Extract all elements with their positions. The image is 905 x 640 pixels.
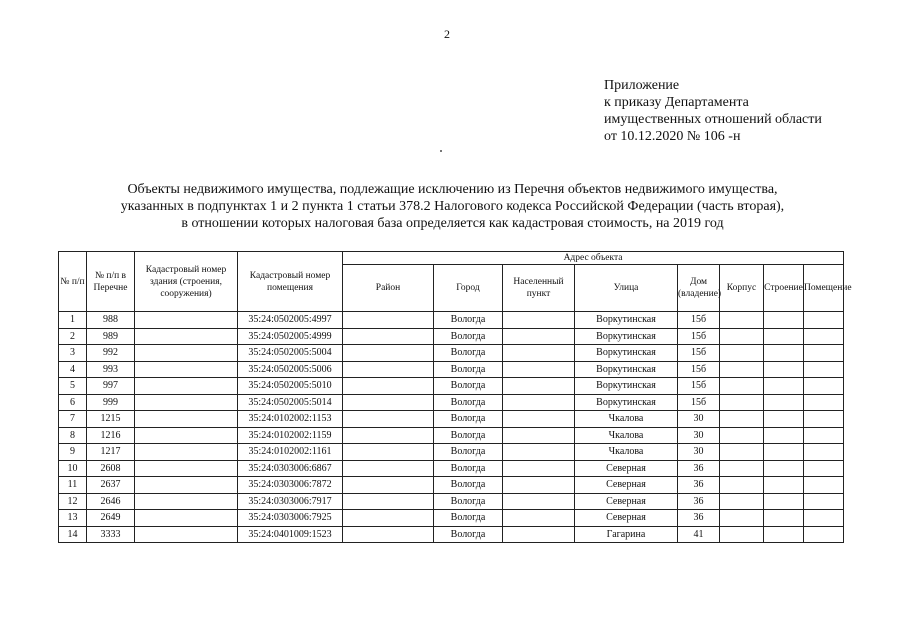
header-house: Дом (владение)	[678, 265, 720, 312]
table-cell-house: 15б	[678, 394, 720, 411]
table-cell-building	[135, 493, 238, 510]
table-cell-house: 15б	[678, 328, 720, 345]
table-cell-street: Северная	[575, 477, 678, 494]
table-cell-city: Вологда	[434, 460, 503, 477]
table-cell-n: 11	[59, 477, 87, 494]
table-cell-n: 1	[59, 312, 87, 329]
table-cell-room: 35:24:0502005:5010	[238, 378, 343, 395]
table-cell-structure	[764, 526, 804, 543]
table-cell-structure	[764, 510, 804, 527]
table-cell-building	[135, 378, 238, 395]
table-cell-premise	[804, 477, 844, 494]
table-cell-n: 2	[59, 328, 87, 345]
table-cell-list: 3333	[87, 526, 135, 543]
table-cell-street: Воркутинская	[575, 345, 678, 362]
table-cell-city: Вологда	[434, 328, 503, 345]
table-cell-block	[720, 345, 764, 362]
table-cell-room: 35:24:0502005:5004	[238, 345, 343, 362]
table-cell-structure	[764, 411, 804, 428]
table-cell-premise	[804, 361, 844, 378]
table-cell-district	[343, 477, 434, 494]
header-building-cadastral: Кадастровый номер здания (строения, сооружения)	[135, 252, 238, 312]
table-cell-room: 35:24:0102002:1153	[238, 411, 343, 428]
appendix-line: имущественных отношений области	[604, 112, 822, 127]
table-cell-n: 5	[59, 378, 87, 395]
table-cell-block	[720, 493, 764, 510]
table-cell-premise	[804, 427, 844, 444]
table-cell-n: 13	[59, 510, 87, 527]
table-cell-block	[720, 477, 764, 494]
table-cell-house: 36	[678, 493, 720, 510]
table-cell-locality	[503, 361, 575, 378]
document-title	[0, 181, 905, 232]
table-cell-room: 35:24:0102002:1161	[238, 444, 343, 461]
table-cell-structure	[764, 378, 804, 395]
table-cell-block	[720, 411, 764, 428]
header-num: № п/п	[59, 252, 87, 312]
table-cell-list: 1217	[87, 444, 135, 461]
table-cell-list: 997	[87, 378, 135, 395]
table-cell-premise	[804, 312, 844, 329]
table-cell-locality	[503, 345, 575, 362]
table-cell-building	[135, 477, 238, 494]
table-cell-locality	[503, 394, 575, 411]
table-cell-house: 15б	[678, 312, 720, 329]
table-row	[59, 460, 844, 477]
table-cell-building	[135, 394, 238, 411]
table-cell-street: Северная	[575, 510, 678, 527]
table-cell-room: 35:24:0303006:7917	[238, 493, 343, 510]
table-cell-house: 36	[678, 510, 720, 527]
table-cell-premise	[804, 378, 844, 395]
table-cell-city: Вологда	[434, 510, 503, 527]
table-cell-structure	[764, 312, 804, 329]
table-cell-locality	[503, 411, 575, 428]
table-row	[59, 493, 844, 510]
table-cell-block	[720, 444, 764, 461]
table-cell-list: 2649	[87, 510, 135, 527]
table-cell-n: 14	[59, 526, 87, 543]
table-cell-city: Вологда	[434, 361, 503, 378]
table-cell-structure	[764, 477, 804, 494]
table-cell-structure	[764, 493, 804, 510]
table-row	[59, 328, 844, 345]
table-cell-list: 1216	[87, 427, 135, 444]
table-cell-n: 7	[59, 411, 87, 428]
header-city: Город	[434, 265, 503, 312]
table-cell-city: Вологда	[434, 427, 503, 444]
table-cell-list: 1215	[87, 411, 135, 428]
table-row	[59, 444, 844, 461]
table-cell-district	[343, 411, 434, 428]
table-cell-structure	[764, 328, 804, 345]
table-cell-street: Воркутинская	[575, 361, 678, 378]
table-row	[59, 477, 844, 494]
table-cell-building	[135, 361, 238, 378]
appendix-line: Приложение	[604, 78, 680, 93]
table-cell-house: 41	[678, 526, 720, 543]
table-cell-structure	[764, 345, 804, 362]
table-cell-house: 15б	[678, 345, 720, 362]
table-cell-block	[720, 460, 764, 477]
table-cell-room: 35:24:0502005:5014	[238, 394, 343, 411]
table-cell-city: Вологда	[434, 477, 503, 494]
table-cell-room: 35:24:0401009:1523	[238, 526, 343, 543]
header-address-group: Адрес объекта	[343, 252, 844, 265]
table-cell-structure	[764, 394, 804, 411]
table-row	[59, 361, 844, 378]
table-cell-room: 35:24:0303006:7872	[238, 477, 343, 494]
table-cell-locality	[503, 378, 575, 395]
table-cell-building	[135, 427, 238, 444]
table-cell-house: 36	[678, 460, 720, 477]
table-cell-room: 35:24:0303006:7925	[238, 510, 343, 527]
header-street: Улица	[575, 265, 678, 312]
table-cell-locality	[503, 444, 575, 461]
appendix-block	[604, 77, 822, 145]
table-cell-n: 12	[59, 493, 87, 510]
table-cell-list: 999	[87, 394, 135, 411]
table-row	[59, 526, 844, 543]
table-cell-structure	[764, 444, 804, 461]
table-cell-street: Северная	[575, 493, 678, 510]
table-cell-city: Вологда	[434, 345, 503, 362]
table-cell-n: 9	[59, 444, 87, 461]
table-cell-list: 992	[87, 345, 135, 362]
appendix-line: к приказу Департамента	[604, 95, 749, 110]
table-cell-house: 30	[678, 411, 720, 428]
table-cell-block	[720, 526, 764, 543]
table-cell-room: 35:24:0502005:5006	[238, 361, 343, 378]
table-cell-block	[720, 328, 764, 345]
header-list-num: № п/п в Перечне	[87, 252, 135, 312]
table-cell-city: Вологда	[434, 444, 503, 461]
table-cell-locality	[503, 427, 575, 444]
title-line: Объекты недвижимого имущества, подлежащие исключению из Перечня объектов недвижимого имущества,	[127, 182, 778, 197]
table-cell-list: 2608	[87, 460, 135, 477]
table-cell-premise	[804, 394, 844, 411]
table-cell-district	[343, 361, 434, 378]
table-cell-premise	[804, 328, 844, 345]
table-cell-street: Воркутинская	[575, 378, 678, 395]
table-cell-building	[135, 328, 238, 345]
table-cell-premise	[804, 444, 844, 461]
table-cell-list: 993	[87, 361, 135, 378]
table-cell-n: 6	[59, 394, 87, 411]
header-building: Строение	[764, 265, 804, 312]
table-cell-n: 10	[59, 460, 87, 477]
table-cell-block	[720, 427, 764, 444]
title-line: в отношении которых налоговая база определяется как кадастровая стоимость, на 2019 год	[181, 216, 724, 231]
table-row	[59, 394, 844, 411]
table-cell-street: Воркутинская	[575, 394, 678, 411]
page-number: 2	[444, 27, 450, 41]
table-cell-street: Воркутинская	[575, 312, 678, 329]
table-cell-house: 15б	[678, 378, 720, 395]
table-cell-district	[343, 312, 434, 329]
table-row	[59, 510, 844, 527]
table-cell-building	[135, 312, 238, 329]
table-cell-street: Чкалова	[575, 444, 678, 461]
table-row	[59, 312, 844, 329]
table-cell-block	[720, 510, 764, 527]
title-line: указанных в подпунктах 1 и 2 пункта 1 статьи 378.2 Налогового кодекса Российской Федерации (часть вторая),	[120, 199, 785, 214]
table-cell-locality	[503, 510, 575, 527]
table-cell-building	[135, 345, 238, 362]
table-cell-district	[343, 510, 434, 527]
table-cell-room: 35:24:0502005:4999	[238, 328, 343, 345]
table-cell-locality	[503, 328, 575, 345]
table-cell-n: 8	[59, 427, 87, 444]
table-cell-street: Гагарина	[575, 526, 678, 543]
table-cell-premise	[804, 460, 844, 477]
table-cell-room: 35:24:0102002:1159	[238, 427, 343, 444]
table-cell-premise	[804, 510, 844, 527]
table-cell-building	[135, 526, 238, 543]
table-cell-district	[343, 427, 434, 444]
table-cell-street: Воркутинская	[575, 328, 678, 345]
table-row	[59, 411, 844, 428]
table-cell-locality	[503, 477, 575, 494]
table-cell-city: Вологда	[434, 526, 503, 543]
table-cell-n: 3	[59, 345, 87, 362]
table-cell-city: Вологда	[434, 493, 503, 510]
table-cell-list: 2637	[87, 477, 135, 494]
table-cell-premise	[804, 526, 844, 543]
table-row	[59, 345, 844, 362]
table-cell-city: Вологда	[434, 411, 503, 428]
table-cell-locality	[503, 312, 575, 329]
table-cell-structure	[764, 361, 804, 378]
table-cell-district	[343, 328, 434, 345]
table-cell-locality	[503, 493, 575, 510]
table-cell-block	[720, 394, 764, 411]
table-cell-district	[343, 378, 434, 395]
table-cell-block	[720, 378, 764, 395]
table-cell-room: 35:24:0303006:6867	[238, 460, 343, 477]
table-cell-building	[135, 460, 238, 477]
table-cell-street: Северная	[575, 460, 678, 477]
table-cell-locality	[503, 460, 575, 477]
objects-table	[58, 251, 852, 543]
table-cell-house: 30	[678, 427, 720, 444]
header-block: Корпус	[720, 265, 764, 312]
table-cell-city: Вологда	[434, 378, 503, 395]
table-cell-locality	[503, 526, 575, 543]
table-cell-city: Вологда	[434, 394, 503, 411]
table-cell-district	[343, 460, 434, 477]
table-cell-structure	[764, 460, 804, 477]
header-locality: Населенный пункт	[503, 265, 575, 312]
header-district: Район	[343, 265, 434, 312]
table-cell-list: 2646	[87, 493, 135, 510]
table-cell-block	[720, 312, 764, 329]
table-cell-district	[343, 444, 434, 461]
table-cell-list: 989	[87, 328, 135, 345]
table-cell-district	[343, 526, 434, 543]
table-cell-district	[343, 394, 434, 411]
table-cell-n: 4	[59, 361, 87, 378]
table-body	[59, 312, 844, 543]
table-cell-house: 36	[678, 477, 720, 494]
table-cell-street: Чкалова	[575, 411, 678, 428]
table-cell-building	[135, 444, 238, 461]
header-room-cadastral: Кадастровый номер помещения	[238, 252, 343, 312]
table-cell-city: Вологда	[434, 312, 503, 329]
table-row	[59, 427, 844, 444]
table-cell-street: Чкалова	[575, 427, 678, 444]
table-cell-building	[135, 411, 238, 428]
table-cell-list: 988	[87, 312, 135, 329]
table-cell-room: 35:24:0502005:4997	[238, 312, 343, 329]
table-cell-building	[135, 510, 238, 527]
table-cell-structure	[764, 427, 804, 444]
scan-speck	[440, 150, 442, 152]
table-cell-house: 30	[678, 444, 720, 461]
table-cell-district	[343, 345, 434, 362]
table-cell-premise	[804, 411, 844, 428]
table-cell-house: 15б	[678, 361, 720, 378]
table-cell-block	[720, 361, 764, 378]
table-cell-premise	[804, 345, 844, 362]
header-room: Помещение	[804, 265, 844, 312]
table-cell-premise	[804, 493, 844, 510]
appendix-line: от 10.12.2020 № 106 -н	[604, 129, 741, 144]
table-cell-district	[343, 493, 434, 510]
table-row	[59, 378, 844, 395]
